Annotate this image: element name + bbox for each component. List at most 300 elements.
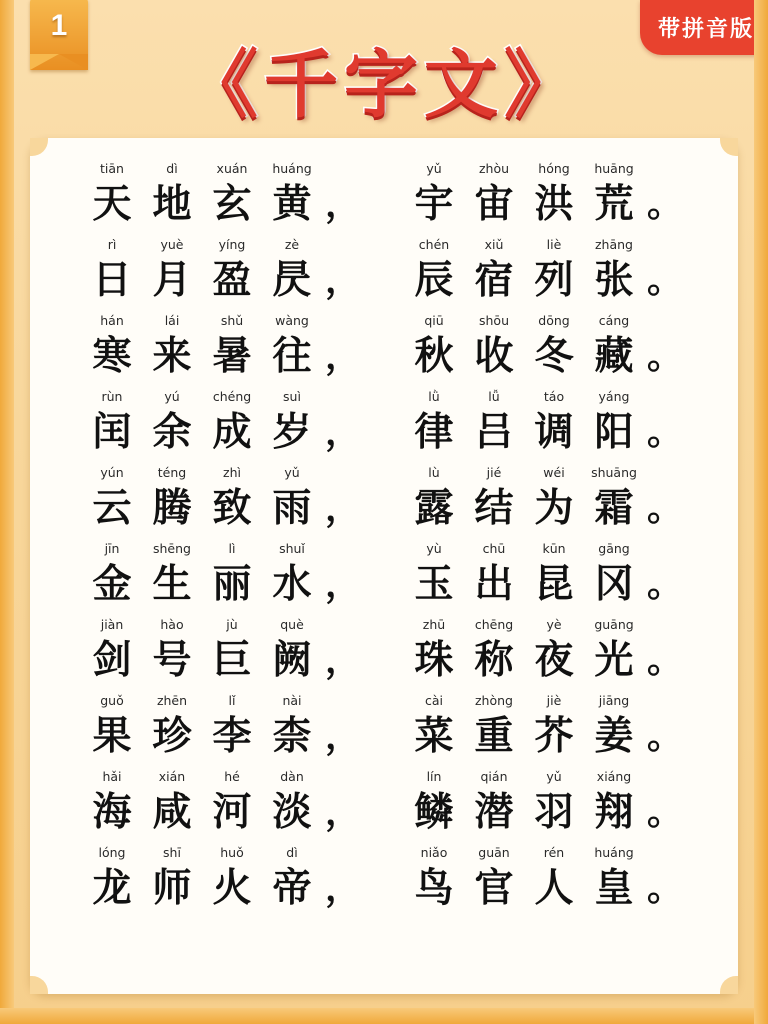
pinyin-label: hǎi <box>102 769 122 784</box>
punctuation-glyph: 。 <box>646 487 683 529</box>
hanzi-glyph: 光 <box>594 637 634 683</box>
pinyin-label: yǔ <box>426 161 442 176</box>
corner-notch-bottom-right <box>720 976 738 994</box>
pinyin-label: jīn <box>104 541 120 556</box>
character-cell <box>262 236 322 306</box>
pinyin-label <box>644 160 686 178</box>
hanzi-glyph: 余 <box>152 409 192 455</box>
verse-half-right <box>404 692 686 762</box>
hanzi-glyph: 来 <box>152 333 192 379</box>
verse-line <box>58 388 710 458</box>
pinyin-label: zhēn <box>156 693 188 708</box>
pinyin-label <box>322 768 364 786</box>
hanzi-glyph: 阳 <box>594 409 634 455</box>
hanzi-glyph: 李 <box>212 713 252 759</box>
hanzi-glyph: 为 <box>534 485 574 531</box>
verse-line <box>58 312 710 382</box>
punctuation-glyph: ， <box>324 335 361 377</box>
verse-half-right <box>404 768 686 838</box>
hanzi-glyph: 羽 <box>534 789 574 835</box>
verse-line <box>58 844 710 914</box>
character-cell <box>404 844 464 914</box>
pinyin-label: hào <box>160 617 184 632</box>
character-cell <box>584 768 644 838</box>
pinyin-label: rén <box>543 845 565 860</box>
hanzi-glyph: 官 <box>474 865 514 911</box>
hanzi-glyph: 吕 <box>474 409 514 455</box>
punctuation-glyph: ， <box>324 259 361 301</box>
pinyin-label: lái <box>164 313 180 328</box>
hanzi-glyph: 果 <box>92 713 132 759</box>
character-cell <box>584 464 644 534</box>
punctuation-glyph: 。 <box>646 715 683 757</box>
character-cell <box>142 844 202 914</box>
pinyin-label: yú <box>164 389 180 404</box>
character-cell <box>404 464 464 534</box>
pinyin-label: huāng <box>594 161 634 176</box>
pinyin-label <box>644 388 686 406</box>
pinyin-label: guān <box>478 845 510 860</box>
character-cell <box>82 388 142 458</box>
punctuation-glyph: 。 <box>646 639 683 681</box>
verse-half-right <box>404 540 686 610</box>
punctuation-cell <box>644 692 686 762</box>
character-cell <box>202 692 262 762</box>
corner-notch-top-right <box>720 138 738 156</box>
character-cell <box>404 540 464 610</box>
pinyin-label: zhòu <box>478 161 510 176</box>
pinyin-label: zhòng <box>475 693 513 708</box>
punctuation-glyph: ， <box>324 791 361 833</box>
punctuation-cell <box>322 540 364 610</box>
hanzi-glyph: 辰 <box>414 257 454 303</box>
pinyin-label: yù <box>426 541 442 556</box>
pinyin-label: jiè <box>546 693 562 708</box>
character-cell <box>202 464 262 534</box>
pinyin-label: guāng <box>594 617 634 632</box>
verse-half-left <box>82 540 364 610</box>
hanzi-glyph: 皇 <box>594 865 634 911</box>
verse-half-right <box>404 312 686 382</box>
character-cell <box>524 312 584 382</box>
pinyin-label <box>644 464 686 482</box>
hanzi-glyph: 潜 <box>474 789 514 835</box>
verse-half-left <box>82 236 364 306</box>
verse-line <box>58 692 710 762</box>
hanzi-glyph: 收 <box>474 333 514 379</box>
hanzi-glyph: 霜 <box>594 485 634 531</box>
punctuation-cell <box>644 768 686 838</box>
character-cell <box>584 388 644 458</box>
character-cell <box>82 616 142 686</box>
pinyin-label <box>322 160 364 178</box>
character-cell <box>404 236 464 306</box>
hanzi-glyph: 露 <box>414 485 454 531</box>
verse-half-right <box>404 844 686 914</box>
hanzi-glyph: 昆 <box>534 561 574 607</box>
punctuation-cell <box>322 692 364 762</box>
pinyin-label: rì <box>107 237 117 252</box>
hanzi-glyph: 玉 <box>414 561 454 607</box>
verse-half-right <box>404 160 686 230</box>
hanzi-glyph: 结 <box>474 485 514 531</box>
pinyin-label: cài <box>424 693 443 708</box>
punctuation-glyph: 。 <box>646 563 683 605</box>
punctuation-cell <box>322 312 364 382</box>
character-cell <box>584 236 644 306</box>
verse-list <box>58 160 710 914</box>
pinyin-label <box>322 388 364 406</box>
hanzi-glyph: 生 <box>152 561 192 607</box>
hanzi-glyph: 海 <box>92 789 132 835</box>
pinyin-label: téng <box>157 465 187 480</box>
pinyin-label: táo <box>543 389 565 404</box>
punctuation-glyph: 。 <box>646 183 683 225</box>
pinyin-label <box>322 616 364 634</box>
character-cell <box>262 388 322 458</box>
character-cell <box>584 160 644 230</box>
character-cell <box>82 540 142 610</box>
pinyin-version-tag: 带拼音版 <box>640 0 768 55</box>
pinyin-label: wéi <box>543 465 565 480</box>
verse-line <box>58 768 710 838</box>
hanzi-glyph: 天 <box>92 181 132 227</box>
punctuation-cell <box>322 464 364 534</box>
character-cell <box>142 464 202 534</box>
hanzi-glyph: 阙 <box>272 637 312 683</box>
hanzi-glyph: 金 <box>92 561 132 607</box>
corner-notch-bottom-left <box>30 976 48 994</box>
hanzi-glyph: 荒 <box>594 181 634 227</box>
character-cell <box>584 692 644 762</box>
verse-half-right <box>404 464 686 534</box>
hanzi-glyph: 洪 <box>534 181 574 227</box>
character-cell <box>404 160 464 230</box>
character-cell <box>262 692 322 762</box>
hanzi-glyph: 菜 <box>414 713 454 759</box>
hanzi-glyph: 珍 <box>152 713 192 759</box>
character-cell <box>82 160 142 230</box>
hanzi-glyph: 地 <box>152 181 192 227</box>
character-cell <box>464 616 524 686</box>
pinyin-label: què <box>280 617 304 632</box>
pinyin-label: lì <box>228 541 236 556</box>
character-cell <box>464 160 524 230</box>
hanzi-glyph: 丽 <box>212 561 252 607</box>
pinyin-label: liè <box>546 237 562 252</box>
punctuation-cell <box>644 388 686 458</box>
hanzi-glyph: 张 <box>594 257 634 303</box>
verse-half-left <box>82 616 364 686</box>
pinyin-label <box>322 312 364 330</box>
page-title: 《千字文》 <box>184 42 584 128</box>
pinyin-label: shuāng <box>591 465 637 480</box>
punctuation-glyph: ， <box>324 715 361 757</box>
character-cell <box>524 388 584 458</box>
character-cell <box>404 768 464 838</box>
hanzi-glyph: 出 <box>474 561 514 607</box>
text-card <box>30 138 738 994</box>
hanzi-glyph: 宙 <box>474 181 514 227</box>
hanzi-glyph: 芥 <box>534 713 574 759</box>
verse-half-right <box>404 616 686 686</box>
pinyin-label: wàng <box>275 313 309 328</box>
character-cell <box>82 236 142 306</box>
character-cell <box>262 464 322 534</box>
character-cell <box>464 844 524 914</box>
hanzi-glyph: 调 <box>534 409 574 455</box>
pinyin-label: chēng <box>474 617 514 632</box>
character-cell <box>464 312 524 382</box>
hanzi-glyph: 暑 <box>212 333 252 379</box>
punctuation-glyph: ， <box>324 487 361 529</box>
punctuation-glyph: ， <box>324 639 361 681</box>
hanzi-glyph: 重 <box>474 713 514 759</box>
punctuation-cell <box>644 312 686 382</box>
character-cell <box>142 236 202 306</box>
character-cell <box>404 692 464 762</box>
character-cell <box>202 388 262 458</box>
punctuation-glyph: ， <box>324 183 361 225</box>
pinyin-label: yún <box>100 465 124 480</box>
hanzi-glyph: 称 <box>474 637 514 683</box>
pinyin-label <box>644 844 686 862</box>
verse-line <box>58 616 710 686</box>
pinyin-label: suì <box>283 389 301 404</box>
hanzi-glyph: 鳞 <box>414 789 454 835</box>
pinyin-label <box>644 540 686 558</box>
hanzi-glyph: 列 <box>534 257 574 303</box>
punctuation-cell <box>322 160 364 230</box>
hanzi-glyph: 寒 <box>92 333 132 379</box>
pinyin-label: tiān <box>100 161 124 176</box>
character-cell <box>142 388 202 458</box>
character-cell <box>202 312 262 382</box>
pinyin-label: jiāng <box>598 693 630 708</box>
pinyin-label <box>322 540 364 558</box>
character-cell <box>142 540 202 610</box>
page-header <box>0 0 768 132</box>
character-cell <box>584 312 644 382</box>
punctuation-cell <box>322 616 364 686</box>
corner-notch-top-left <box>30 138 48 156</box>
pinyin-label: lǚ <box>488 389 500 404</box>
character-cell <box>202 540 262 610</box>
punctuation-cell <box>644 160 686 230</box>
pinyin-label: xiǔ <box>484 237 504 252</box>
hanzi-glyph: 宇 <box>414 181 454 227</box>
verse-half-right <box>404 388 686 458</box>
character-cell <box>464 388 524 458</box>
pinyin-label: xuán <box>216 161 248 176</box>
hanzi-glyph: 盈 <box>212 257 252 303</box>
pinyin-label: hóng <box>538 161 570 176</box>
hanzi-glyph: 秋 <box>414 333 454 379</box>
punctuation-glyph: ， <box>324 867 361 909</box>
character-cell <box>524 464 584 534</box>
character-cell <box>142 692 202 762</box>
pinyin-label: dàn <box>280 769 304 784</box>
punctuation-cell <box>322 768 364 838</box>
pinyin-label: yǔ <box>284 465 300 480</box>
pinyin-label: qián <box>480 769 508 784</box>
pinyin-label: dì <box>166 161 178 176</box>
pinyin-label: yè <box>546 617 562 632</box>
punctuation-glyph: ， <box>324 411 361 453</box>
character-cell <box>262 160 322 230</box>
punctuation-cell <box>644 540 686 610</box>
pinyin-label: lù <box>428 465 440 480</box>
punctuation-cell <box>644 844 686 914</box>
pinyin-label: shī <box>163 845 181 860</box>
hanzi-glyph: 雨 <box>272 485 312 531</box>
punctuation-glyph: 。 <box>646 259 683 301</box>
character-cell <box>202 844 262 914</box>
pinyin-label: shuǐ <box>279 541 305 556</box>
verse-half-left <box>82 464 364 534</box>
hanzi-glyph: 致 <box>212 485 252 531</box>
character-cell <box>524 160 584 230</box>
character-cell <box>464 540 524 610</box>
hanzi-glyph: 律 <box>414 409 454 455</box>
pinyin-label: niǎo <box>420 845 448 860</box>
character-cell <box>464 692 524 762</box>
character-cell <box>202 160 262 230</box>
character-cell <box>584 844 644 914</box>
pinyin-label: yuè <box>160 237 184 252</box>
punctuation-cell <box>322 844 364 914</box>
punctuation-cell <box>322 388 364 458</box>
punctuation-cell <box>322 236 364 306</box>
hanzi-glyph: 月 <box>152 257 192 303</box>
character-cell <box>262 844 322 914</box>
pinyin-label <box>644 692 686 710</box>
pinyin-label: huǒ <box>220 845 244 860</box>
pinyin-label: lǐ <box>228 693 236 708</box>
pinyin-label: shēng <box>153 541 191 556</box>
character-cell <box>524 768 584 838</box>
verse-line <box>58 236 710 306</box>
hanzi-glyph: 往 <box>272 333 312 379</box>
verse-half-left <box>82 160 364 230</box>
character-cell <box>82 464 142 534</box>
pinyin-label: shǔ <box>220 313 244 328</box>
character-cell <box>404 616 464 686</box>
pinyin-label: dōng <box>538 313 570 328</box>
pinyin-label <box>322 464 364 482</box>
pinyin-label: zè <box>284 237 300 252</box>
hanzi-glyph: 黄 <box>272 181 312 227</box>
pinyin-label: yáng <box>598 389 630 404</box>
hanzi-glyph: 云 <box>92 485 132 531</box>
pinyin-label: lín <box>426 769 442 784</box>
punctuation-glyph: 。 <box>646 335 683 377</box>
verse-half-left <box>82 844 364 914</box>
pinyin-label <box>644 768 686 786</box>
punctuation-glyph: 。 <box>646 867 683 909</box>
pinyin-label: zhū <box>422 617 446 632</box>
hanzi-glyph: 成 <box>212 409 252 455</box>
hanzi-glyph: 号 <box>152 637 192 683</box>
punctuation-glyph: 。 <box>646 791 683 833</box>
verse-half-left <box>82 388 364 458</box>
character-cell <box>584 540 644 610</box>
pinyin-label: yǔ <box>546 769 562 784</box>
punctuation-cell <box>644 616 686 686</box>
hanzi-glyph: 冈 <box>594 561 634 607</box>
pinyin-label: chéng <box>212 389 252 404</box>
verse-half-left <box>82 692 364 762</box>
character-cell <box>524 844 584 914</box>
pinyin-label: jiàn <box>100 617 124 632</box>
hanzi-glyph: 鸟 <box>414 865 454 911</box>
pinyin-label: cáng <box>598 313 630 328</box>
pinyin-label: jié <box>486 465 502 480</box>
hanzi-glyph: 珠 <box>414 637 454 683</box>
hanzi-glyph: 玄 <box>212 181 252 227</box>
hanzi-glyph: 日 <box>92 257 132 303</box>
hanzi-glyph: 腾 <box>152 485 192 531</box>
hanzi-glyph: 帝 <box>272 865 312 911</box>
hanzi-glyph: 宿 <box>474 257 514 303</box>
hanzi-glyph: 岁 <box>272 409 312 455</box>
pinyin-label <box>644 616 686 634</box>
pinyin-label <box>322 692 364 710</box>
pinyin-label: jù <box>226 617 238 632</box>
character-cell <box>142 768 202 838</box>
hanzi-glyph: 火 <box>212 865 252 911</box>
bottom-border <box>0 1008 768 1024</box>
pinyin-label: huáng <box>594 845 634 860</box>
verse-half-right <box>404 236 686 306</box>
pinyin-label <box>322 844 364 862</box>
hanzi-glyph: 昃 <box>272 257 312 303</box>
character-cell <box>524 692 584 762</box>
pinyin-label: rùn <box>101 389 123 404</box>
pinyin-label: qiū <box>424 313 444 328</box>
character-cell <box>584 616 644 686</box>
pinyin-label: lóng <box>98 845 126 860</box>
pinyin-label: shōu <box>478 313 509 328</box>
pinyin-label: zhāng <box>594 237 633 252</box>
pinyin-label: yíng <box>218 237 246 252</box>
pinyin-label: guǒ <box>100 693 124 708</box>
pinyin-label: gāng <box>598 541 630 556</box>
character-cell <box>404 312 464 382</box>
hanzi-glyph: 闰 <box>92 409 132 455</box>
hanzi-glyph: 巨 <box>212 637 252 683</box>
pinyin-label: xiáng <box>596 769 632 784</box>
pinyin-label: huáng <box>272 161 312 176</box>
character-cell <box>262 768 322 838</box>
hanzi-glyph: 龙 <box>92 865 132 911</box>
character-cell <box>142 312 202 382</box>
hanzi-glyph: 夜 <box>534 637 574 683</box>
character-cell <box>464 768 524 838</box>
character-cell <box>82 312 142 382</box>
hanzi-glyph: 姜 <box>594 713 634 759</box>
pinyin-label <box>322 236 364 254</box>
hanzi-glyph: 师 <box>152 865 192 911</box>
hanzi-glyph: 咸 <box>152 789 192 835</box>
pinyin-label: zhì <box>223 465 241 480</box>
hanzi-glyph: 水 <box>272 561 312 607</box>
character-cell <box>524 540 584 610</box>
punctuation-cell <box>644 464 686 534</box>
pinyin-label <box>644 236 686 254</box>
hanzi-glyph: 藏 <box>594 333 634 379</box>
pinyin-label: hé <box>224 769 240 784</box>
